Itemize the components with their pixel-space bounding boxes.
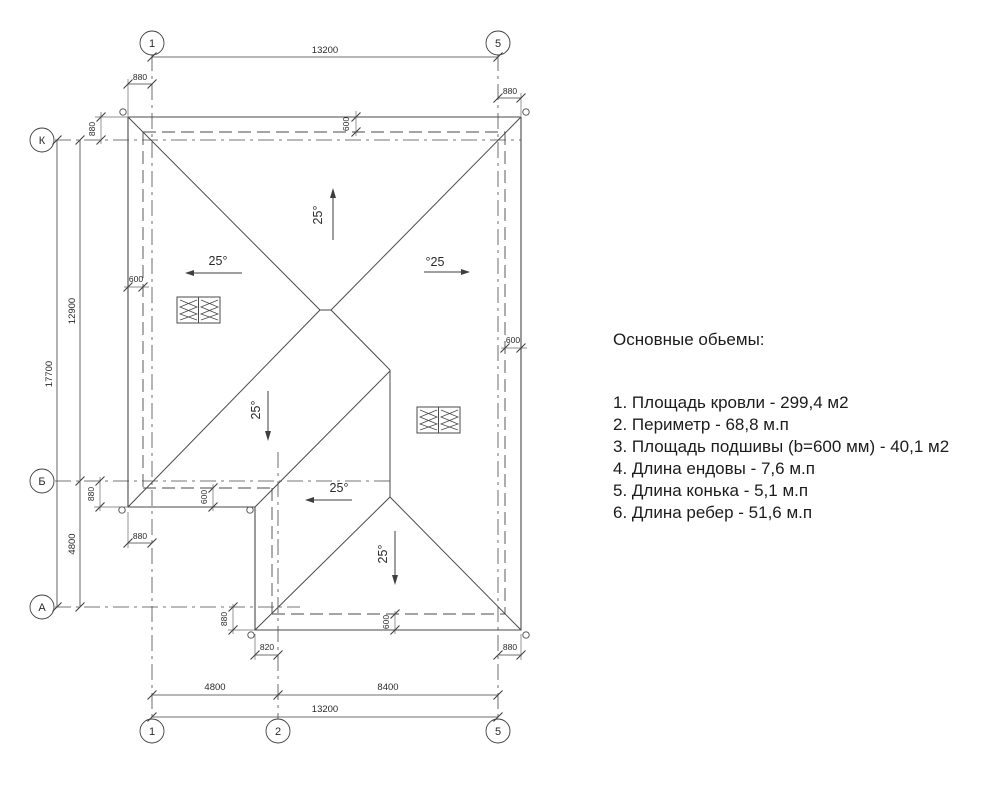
dim-left-upper: 12900 — [67, 297, 78, 325]
dimension-labels — [44, 45, 520, 715]
svg-text:А: А — [38, 602, 46, 614]
dimension-lines — [57, 57, 521, 717]
dim-step-soffit: 600 — [199, 489, 209, 505]
hip-ne — [331, 117, 521, 310]
axis-marker-B — [30, 469, 54, 493]
roof-edges — [128, 117, 521, 630]
summary-item-perimeter: 2. Периметр - 68,8 м.п — [613, 415, 789, 434]
summary-item-valley-length: 4. Длина ендовы - 7,6 м.п — [613, 459, 815, 478]
dim-left-eave-offset: 880 — [87, 121, 97, 137]
slope-arrow-down-mid — [265, 391, 271, 441]
summary-panel — [613, 330, 993, 524]
slope-label-right: °25 — [425, 255, 445, 269]
dim-top-total: 13200 — [311, 45, 339, 56]
dim-step-below: 880 — [132, 531, 148, 541]
summary-item-hip-length: 6. Длина ребер - 51,6 м.п — [613, 503, 813, 522]
axis-marker-A — [30, 595, 54, 619]
axis-marker-5-top — [486, 31, 510, 55]
dim-top-soffit: 600 — [341, 116, 351, 132]
axis-lines — [55, 55, 521, 719]
slope-label-up: 25° — [311, 205, 325, 225]
hip-sw-long — [128, 310, 320, 507]
eave-outline — [128, 117, 521, 630]
slope-label-left-upper: 25° — [208, 254, 228, 268]
dim-left-total: 17700 — [44, 360, 55, 388]
slope-labels — [209, 206, 445, 564]
dimension-ticks — [53, 53, 526, 722]
dim-top-right-offset: 880 — [502, 86, 518, 96]
wall-lines — [143, 132, 505, 614]
slope-arrow-up — [330, 188, 336, 240]
svg-text:1: 1 — [148, 38, 156, 50]
hip-se — [390, 497, 521, 630]
dim-bottom-right-offset: 880 — [502, 642, 518, 652]
slope-arrow-left-upper — [185, 270, 242, 276]
vent-hatch-right — [417, 407, 460, 433]
dim-right-soffit: 600 — [505, 335, 521, 345]
summary-title: Основные обьемы: — [613, 330, 765, 349]
summary-list — [613, 392, 993, 524]
axis-marker-K — [30, 128, 54, 152]
slope-arrows — [185, 188, 470, 585]
dim-step-offset: 880 — [86, 486, 96, 502]
svg-text:1: 1 — [148, 726, 156, 738]
hip-nw — [128, 117, 320, 310]
valley — [255, 371, 390, 507]
dim-bottom-left-offset: 820 — [259, 642, 275, 652]
dim-top-left-offset: 880 — [132, 72, 148, 82]
slope-arrow-left-lower — [305, 497, 352, 503]
slope-arrow-right — [424, 269, 470, 275]
hip-mid — [331, 310, 390, 370]
dim-span-2-5: 8400 — [377, 682, 399, 693]
axis-marker-5-bottom — [486, 719, 510, 743]
dim-left-soffit: 600 — [128, 274, 144, 284]
svg-text:5: 5 — [494, 726, 502, 738]
dim-bottom-total: 13200 — [311, 704, 339, 715]
summary-item-soffit-area: 3. Площадь подшивы (b=600 мм) - 40,1 м2 — [613, 437, 950, 456]
slope-label-left-lower: 25° — [329, 481, 349, 495]
dim-left-lower: 4800 — [67, 533, 78, 555]
axis-marker-1-bottom — [140, 719, 164, 743]
svg-text:5: 5 — [494, 38, 502, 50]
slope-arrow-down-bottom — [392, 531, 398, 585]
axis-markers — [30, 31, 510, 743]
extension-lines — [94, 79, 527, 660]
slope-label-down-mid: 25° — [249, 400, 263, 420]
axis-marker-2-bottom — [266, 719, 290, 743]
dim-span-1-2: 4800 — [204, 682, 226, 693]
slope-label-down-bottom: 25° — [376, 544, 390, 564]
axis-marker-1-top — [140, 31, 164, 55]
hip-sw — [255, 497, 390, 630]
svg-text:Б: Б — [38, 476, 46, 488]
vent-hatch-left — [177, 297, 220, 323]
summary-item-roof-area: 1. Площадь кровли - 299,4 м2 — [613, 393, 849, 412]
dim-bottom-soffit: 600 — [381, 614, 391, 630]
svg-text:К: К — [38, 135, 46, 147]
dim-bottom-a-offset: 880 — [219, 611, 229, 627]
svg-text:2: 2 — [274, 726, 282, 738]
corner-markers — [119, 109, 529, 638]
summary-item-ridge-length: 5. Длина конька - 5,1 м.п — [613, 481, 809, 500]
